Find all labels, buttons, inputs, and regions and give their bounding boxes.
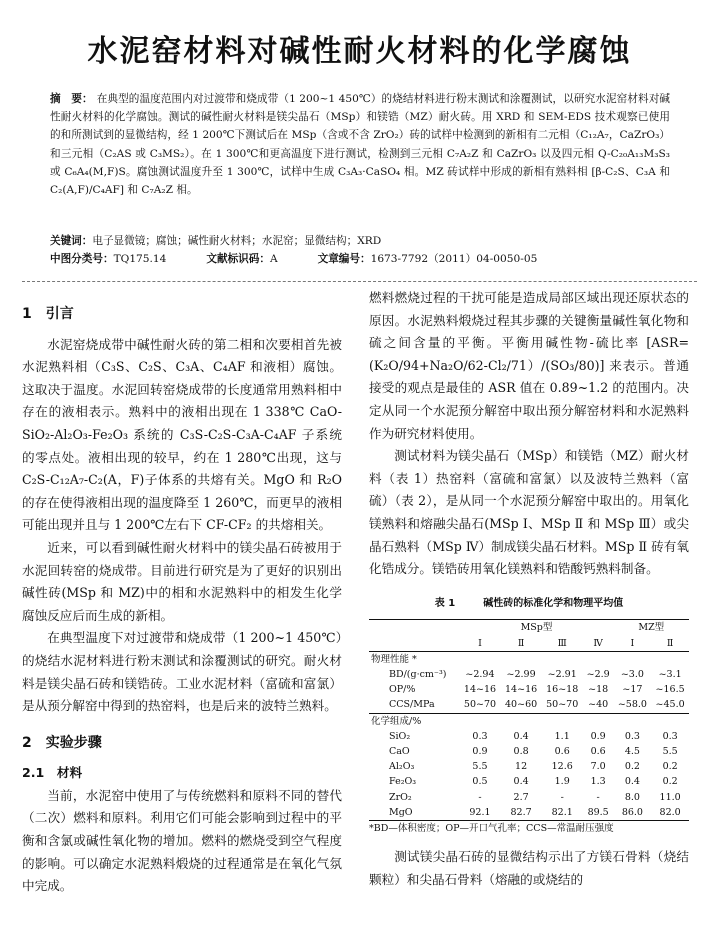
table-cell: - bbox=[596, 791, 600, 803]
table-cell: 0.8 bbox=[513, 745, 529, 757]
table-row bbox=[369, 744, 689, 759]
clc-label: 中图分类号： bbox=[50, 253, 114, 265]
table-cell: ~16.5 bbox=[655, 684, 685, 696]
table-row bbox=[369, 667, 689, 682]
table-row-label: CCS/MPa bbox=[389, 699, 435, 711]
table-caption bbox=[369, 593, 689, 616]
section-heading: 2 实验步骤 bbox=[22, 734, 102, 751]
table-cell: 5.5 bbox=[472, 761, 488, 773]
table-row-label: BD/(g·cm⁻³) bbox=[389, 668, 447, 680]
table-cell: 92.1 bbox=[469, 806, 491, 818]
table-cell: 0.3 bbox=[472, 730, 488, 742]
table-cell: 5.5 bbox=[662, 745, 678, 757]
table-cell: ~40 bbox=[588, 699, 609, 711]
table-cell: 16~18 bbox=[546, 684, 579, 696]
table-body-physical bbox=[369, 667, 689, 713]
table-col-header: Ⅲ bbox=[557, 637, 567, 649]
table-cell: 86.0 bbox=[621, 806, 643, 818]
table-cell: 4.5 bbox=[624, 745, 640, 757]
table-header-row bbox=[369, 636, 689, 652]
table-cell: ~58.0 bbox=[617, 699, 647, 711]
table-note: *BD—体积密度；OP—开口气孔率；CCS—常温耐压强度 bbox=[369, 822, 614, 834]
table-row-label: Al₂O₃ bbox=[389, 761, 415, 773]
table-cell: 82.1 bbox=[551, 806, 573, 818]
table-cell: 0.5 bbox=[472, 776, 488, 788]
table-col-header: Ⅳ bbox=[593, 637, 603, 649]
table-row-label: CaO bbox=[389, 745, 410, 757]
table-header-row bbox=[369, 620, 689, 636]
table-cell: 0.2 bbox=[662, 776, 678, 788]
doc-code-value: A bbox=[269, 253, 278, 265]
table-row bbox=[369, 790, 689, 805]
classification-row bbox=[50, 250, 670, 268]
table-row bbox=[369, 759, 689, 774]
table-row bbox=[369, 805, 689, 821]
table-section-row bbox=[369, 651, 689, 667]
table-cell: 0.2 bbox=[662, 761, 678, 773]
table-cell: 50~70 bbox=[463, 699, 497, 711]
article-no-value: 1673-7792（2011）04-0050-05 bbox=[370, 253, 538, 265]
paper-title: 水泥窑材料对碱性耐火材料的化学腐蚀 bbox=[87, 34, 632, 69]
table-row-label: ZrO₂ bbox=[389, 791, 412, 803]
keywords-row bbox=[50, 232, 670, 250]
article-no-label: 文章编号： bbox=[317, 253, 371, 265]
article-meta bbox=[50, 232, 670, 268]
table-row bbox=[369, 774, 689, 789]
table-cell: 40~60 bbox=[505, 699, 538, 711]
table-cell: 2.7 bbox=[513, 791, 529, 803]
table-row bbox=[369, 729, 689, 744]
table-section-label: 物理性能 * bbox=[371, 653, 417, 665]
table-cell: 14~16 bbox=[463, 684, 497, 696]
section-heading: 1 引言 bbox=[22, 306, 74, 322]
keywords-label: 关键词： bbox=[50, 235, 93, 247]
paragraph: 测试镁尖晶石砖的显微结构示出了方镁石骨料（烧结颗粒）和尖晶石骨料（熔融的或烧结的 bbox=[369, 848, 689, 887]
table-row-label: OP/% bbox=[389, 684, 416, 696]
right-column bbox=[369, 287, 689, 891]
paragraph: 在典型温度下对过渡带和烧成带（1 200~1 450℃）的烧结水泥材料进行粉末测试和涂覆测试的研究。耐火材料是镁尖晶石砖和镁锆砖。工业水泥材料（富硫和富氯）是从预分解窑中得到的热窑料，也是后来的波特兰熟料。 bbox=[22, 630, 342, 714]
table-title: 碱性砖的标准化学和物理平均值 bbox=[483, 597, 624, 609]
table-cell: 0.4 bbox=[513, 776, 529, 788]
table-section-label: 化学组成/% bbox=[371, 715, 422, 727]
divider bbox=[22, 281, 697, 282]
table-cell: 1.1 bbox=[554, 730, 570, 742]
table-cell: 0.9 bbox=[590, 730, 606, 742]
table-group-header: MZ型 bbox=[638, 622, 665, 634]
table-cell: 0.4 bbox=[513, 730, 529, 742]
table-group-header: MSp型 bbox=[520, 622, 553, 634]
table-cell: 0.9 bbox=[472, 745, 488, 757]
table-cell: ~18 bbox=[588, 684, 609, 696]
table-cell: 0.6 bbox=[554, 745, 570, 757]
paragraph: 水泥窑烧成带中碱性耐火砖的第二相和次要相首先被水泥熟料相（C₃S、C₂S、C₃A、C₄AF 和液相）腐蚀。这取决于温度。水泥回转窑烧成带的长度通常用熟料相中存在的液相表示。熟料中的液相出现在 1 338℃ CaO-SiO₂-Al₂O₃-Fe₂O₃ 系统的 C₃S-C₂S-C₃A-C₄AF 子系统的零点处。液相出现的较早，约在 1 280℃出现，这与 C₂S-C₁₂A₇-C₂(A，F)子体系的共熔有关。MgO 和 R₂O 的存在使得液相出现的温度降至 1 260℃，而更早的液相可能出现并且与 1 200℃左右下 CF-CF₂ 的共熔相关。 bbox=[22, 336, 342, 533]
table-cell: ~3.1 bbox=[658, 668, 682, 680]
table-cell: 0.6 bbox=[590, 745, 606, 757]
data-table bbox=[369, 619, 689, 821]
table-row-label: Fe₂O₃ bbox=[389, 776, 417, 788]
table-row bbox=[369, 697, 689, 713]
table-cell: ~2.9 bbox=[586, 668, 610, 680]
table-cell: 0.4 bbox=[624, 776, 640, 788]
table-cell: 12.6 bbox=[551, 761, 573, 773]
table-cell: ~45.0 bbox=[655, 699, 685, 711]
table-col-header: Ⅰ bbox=[630, 637, 635, 649]
table-cell: 82.0 bbox=[659, 806, 681, 818]
table-cell: 12 bbox=[515, 761, 528, 773]
table-row-label: MgO bbox=[389, 806, 413, 818]
abstract-label: 摘 要： bbox=[50, 93, 93, 105]
table-cell: 1.3 bbox=[590, 776, 606, 788]
paragraph: 燃料燃烧过程的干扰可能是造成局部区域出现还原状态的原因。水泥熟料煅烧过程其步骤的关键衡量碱性氧化物和硫之间含量的平衡。平衡用碱性物-硫比率 [ASR=(K₂O/94+Na₂O/62-Cl₂/71）/(SO₃/80)] 来表示。普通接受的观点是最佳的 ASR 值在 0.89~1.2 的范围内。决定从同一个水泥预分解窑中取出预分解窑材料和水泥熟料作为研究材料使用。 bbox=[369, 290, 689, 441]
table-cell: ~2.99 bbox=[506, 668, 536, 680]
table-cell: ~17 bbox=[622, 684, 643, 696]
table-cell: ~2.94 bbox=[465, 668, 495, 680]
table-cell: ~3.0 bbox=[620, 668, 644, 680]
table-col-header: Ⅱ bbox=[666, 637, 674, 649]
table-cell: ~2.91 bbox=[547, 668, 577, 680]
subsection-heading: 2.1 材料 bbox=[22, 765, 83, 781]
table-cell: 1.9 bbox=[554, 776, 570, 788]
abstract bbox=[50, 90, 670, 199]
table-section-row bbox=[369, 713, 689, 729]
table-cell: 11.0 bbox=[659, 791, 681, 803]
paragraph: 测试材料为镁尖晶石（MSp）和镁锆（MZ）耐火材料（表 1）热窑料（富硫和富氯）以及波特兰熟料（富硫）（表 2），是从同一个水泥预分解窑中取出的。用氧化镁熟料和熔融尖晶石(MSp Ⅰ、MSp Ⅱ 和 MSp Ⅲ）或尖晶石熟料（MSp Ⅳ）制成镁尖晶石材料。MSp Ⅱ 砖有氧化锆成分。镁锆砖用氧化镁熟料和锆酸钙熟料制备。 bbox=[369, 448, 689, 577]
clc-value: TQ175.14 bbox=[113, 253, 167, 265]
table-row-label: SiO₂ bbox=[389, 730, 411, 742]
table-cell: 8.0 bbox=[624, 791, 640, 803]
keywords-text: 电子显微镜；腐蚀；碱性耐火材料；水泥窑；显微结构；XRD bbox=[92, 235, 382, 247]
table-cell: 0.2 bbox=[624, 761, 640, 773]
paragraph: 近来，可以看到碱性耐火材料中的镁尖晶石砖被用于水泥回转窑的烧成带。目前进行研究是为了更好的识别出碱性砖(MSp 和 MZ)中的相和水泥熟料中的相发生化学腐蚀反应后而生成的新相。 bbox=[22, 539, 342, 623]
paragraph: 当前，水泥窑中使用了与传统燃料和原料不同的替代（二次）燃料和原料。利用它们可能会影响到过程中的平衡和含氯或碱性氧化物的增加。燃料的燃烧受到空气程度的影响。可以确定水泥熟料煅烧的过程通常是在氧化气氛中完成。 bbox=[22, 787, 342, 894]
table-cell: 0.3 bbox=[624, 730, 640, 742]
table-cell: 14~16 bbox=[505, 684, 538, 696]
table-cell: 0.3 bbox=[662, 730, 678, 742]
table-cell: 89.5 bbox=[587, 806, 609, 818]
table-cell: - bbox=[560, 791, 564, 803]
table-cell: 82.7 bbox=[510, 806, 532, 818]
table-cell: 7.0 bbox=[590, 761, 606, 773]
table-col-header: Ⅱ bbox=[517, 637, 525, 649]
abstract-text: 在典型的温度范围内对过渡带和烧成带（1 200~1 450℃）的烧结材料进行粉末测试和涂覆测试，以研究水泥窑材料对碱性耐火材料的化学腐蚀。测试的碱性耐火材料是镁尖晶石（MSp）和镁锆（MZ）耐火砖。用 XRD 和 SEM-EDS 技术观察已使用的和所测试到的显微结构，经 1 200℃下测试后在 MSp（含或不含 ZrO₂）砖的试样中检测到的新相有二元相（C₁₂A₇，CaZrO₃）和三元相（C₂AS 或 C₃MS₂）。在 1 300℃和更高温度下进行测试，检测到三元相 C₇A₂Z 和 CaZrO₃ 以及四元相 Q-C₂₀A₁₃M₃S₃ 或 C₆A₄(M,F)S。腐蚀测试温度升至 1 300℃，试样中生成 C₃A₃·CaSO₄ 相。MZ 砖试样中形成的新相有熟料相 [β-C₂S、C₃A 和 C₂(A,F)/C₄AF] 和 C₇A₂Z 相。 bbox=[50, 93, 670, 197]
left-column bbox=[22, 295, 342, 898]
table-number: 表 1 bbox=[434, 597, 456, 609]
doc-code-label: 文献标识码： bbox=[206, 253, 270, 265]
table-cell: 50~70 bbox=[546, 699, 579, 711]
table-row bbox=[369, 682, 689, 697]
table-cell: - bbox=[478, 791, 482, 803]
table-col-header: Ⅰ bbox=[478, 637, 482, 649]
table-body-chemical bbox=[369, 729, 689, 821]
